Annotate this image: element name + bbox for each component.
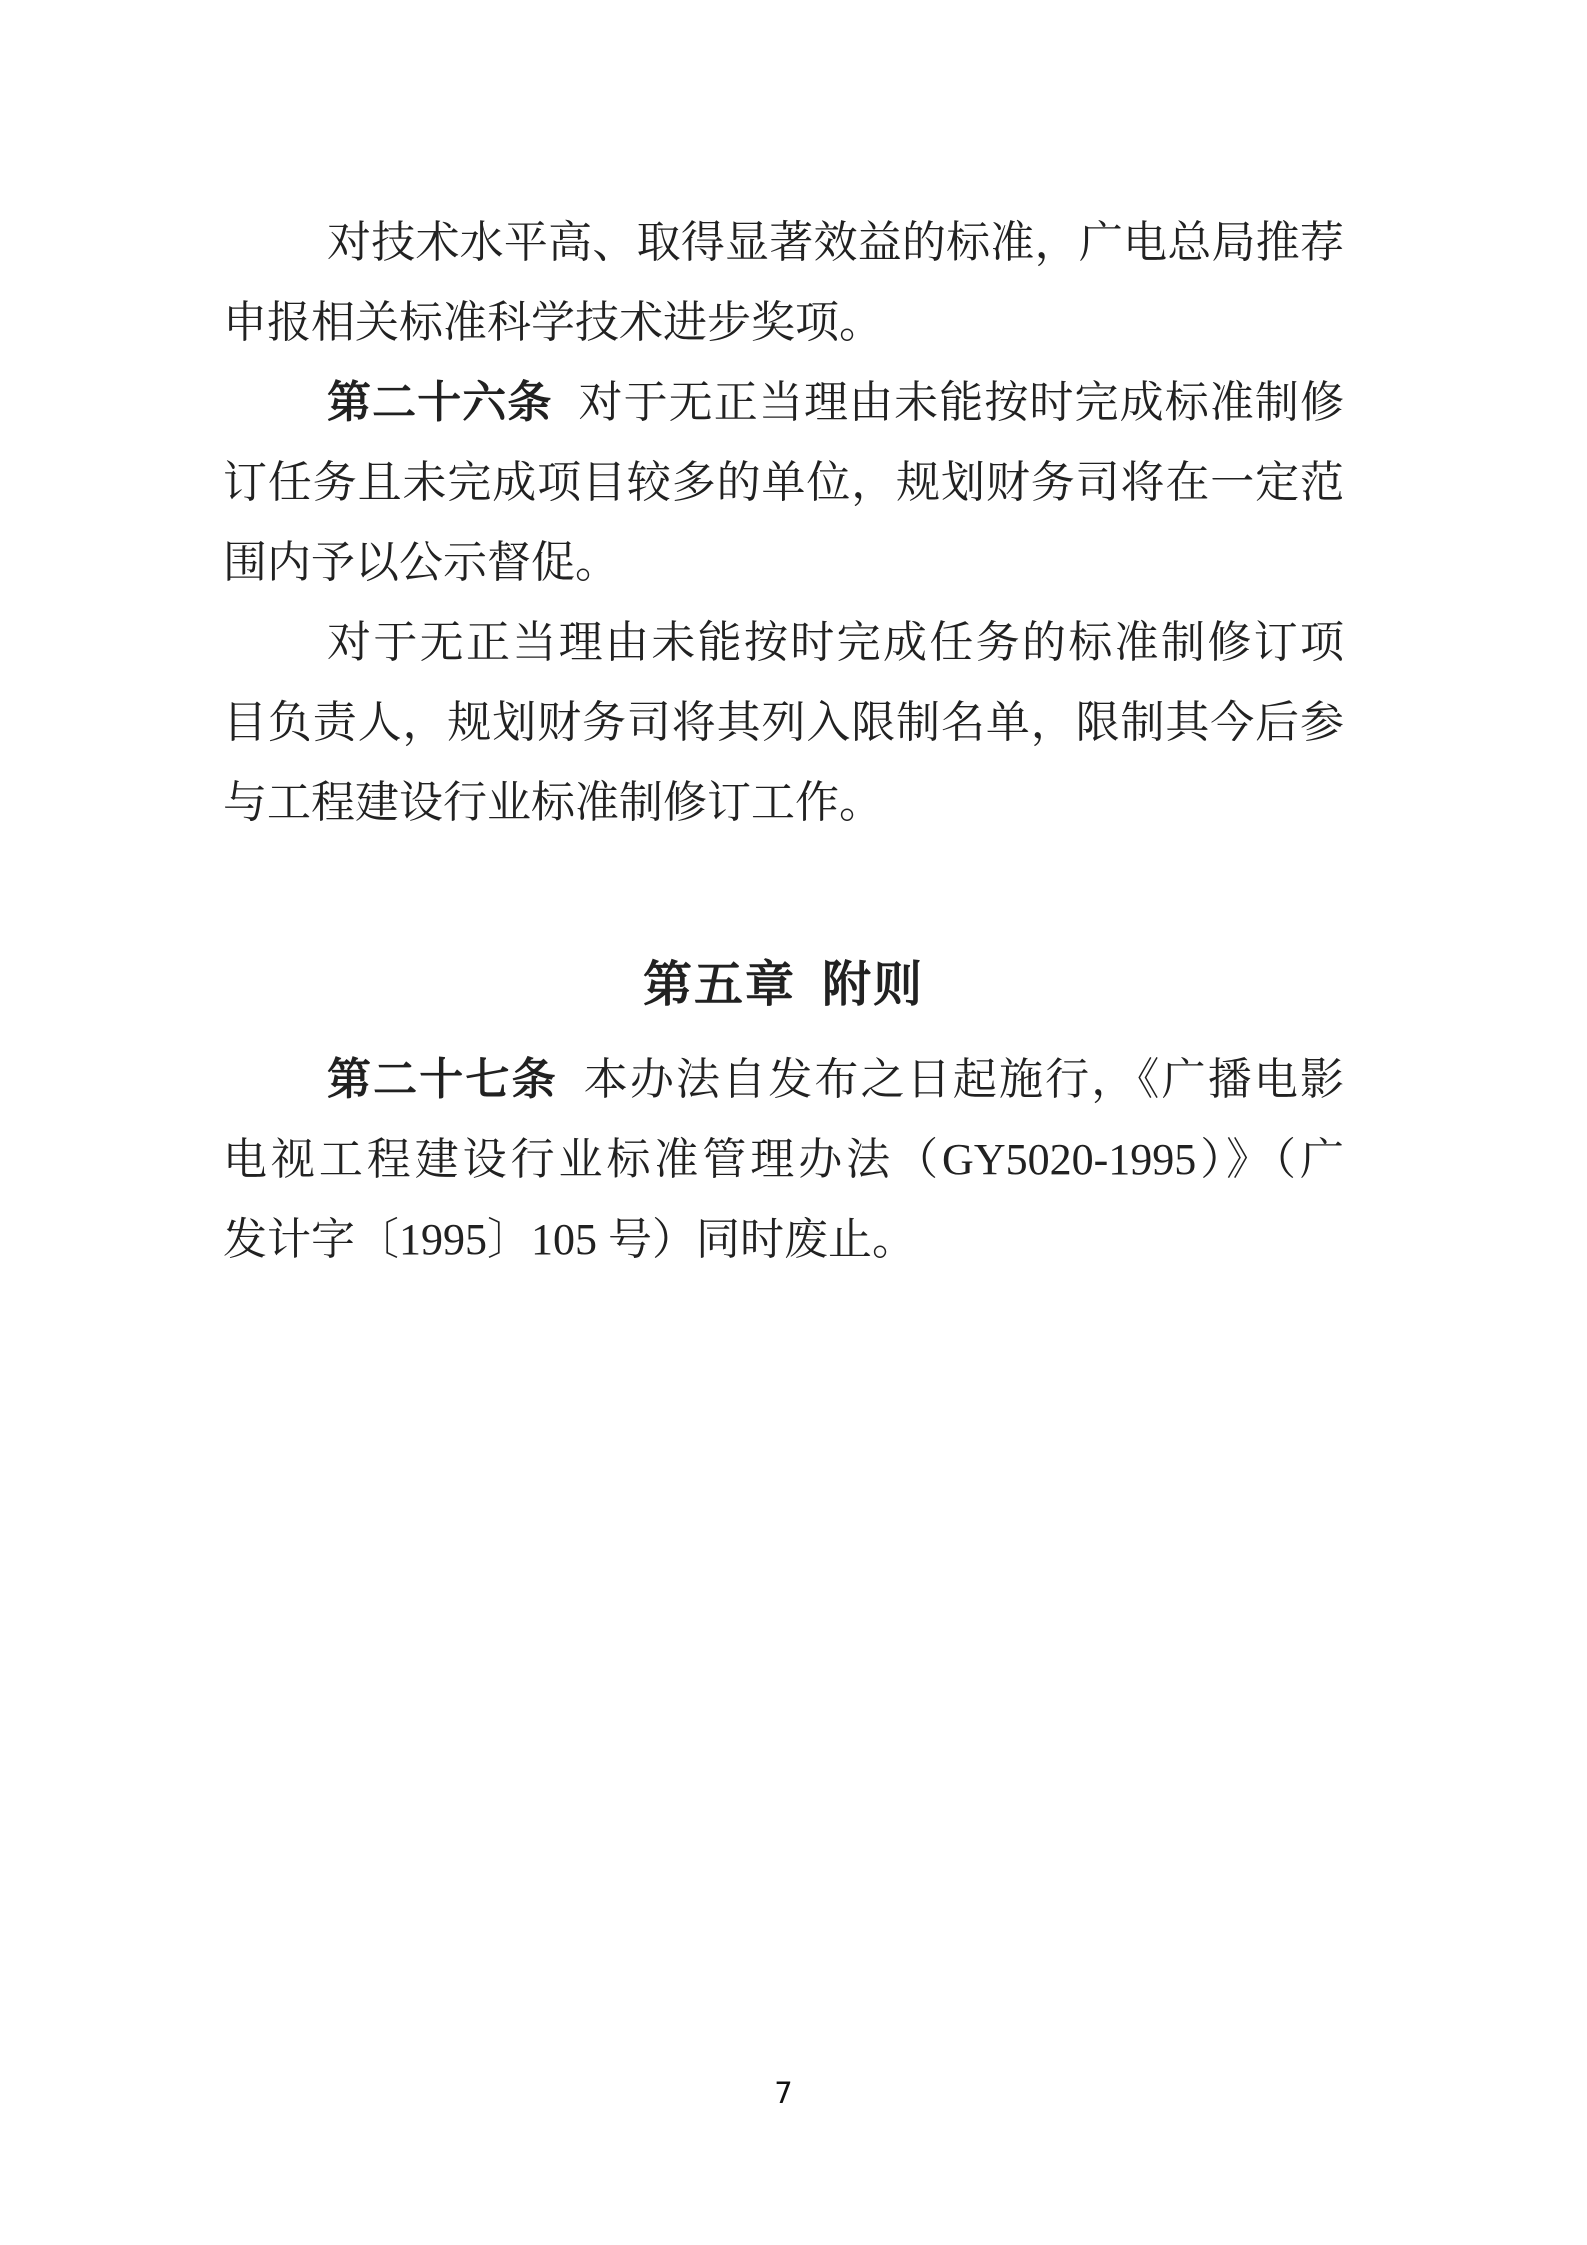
paragraph-2-line-1 xyxy=(223,363,1344,443)
paragraph-1-line-2: 申报相关标准科学技术进步奖项。 xyxy=(223,298,883,347)
paragraph-2-line-1-text: 对于无正当理由未能按时完成标准制修 xyxy=(578,378,1345,427)
paragraph-4-line-2: 电视工程建设行业标准管理办法（GY5020-1995）》（广 xyxy=(223,1135,1344,1184)
chapter-number: 第五章 xyxy=(642,957,796,1012)
paragraph-3-line-1: 对于无正当理由未能按时完成任务的标准制修订项 xyxy=(327,618,1344,667)
chapter-heading xyxy=(223,945,1344,1025)
article-26-number: 第二十六条 xyxy=(327,378,553,427)
paragraph-4-line-1 xyxy=(223,1040,1344,1120)
paragraph-1-line-1: 对技术水平高、取得显著效益的标准，广电总局推荐 xyxy=(327,218,1344,267)
article-27-number: 第二十七条 xyxy=(327,1055,558,1104)
paragraph-3-line-3: 与工程建设行业标准制修订工作。 xyxy=(223,778,883,827)
paragraph-2-line-3: 围内予以公示督促。 xyxy=(223,538,619,587)
page-number: 7 xyxy=(774,2076,793,2110)
paragraph-4-line-3: 发计字〔1995〕105 号）同时废止。 xyxy=(223,1215,916,1264)
paragraph-4-line-1-text: 本办法自发布之日起施行，《广播电影 xyxy=(583,1055,1345,1104)
chapter-title: 附则 xyxy=(822,957,925,1012)
paragraph-3-line-2: 目负责人，规划财务司将其列入限制名单，限制其今后参 xyxy=(223,698,1344,747)
paragraph-2-line-2: 订任务且未完成项目较多的单位，规划财务司将在一定范 xyxy=(223,458,1344,507)
document-body xyxy=(223,203,1344,1280)
